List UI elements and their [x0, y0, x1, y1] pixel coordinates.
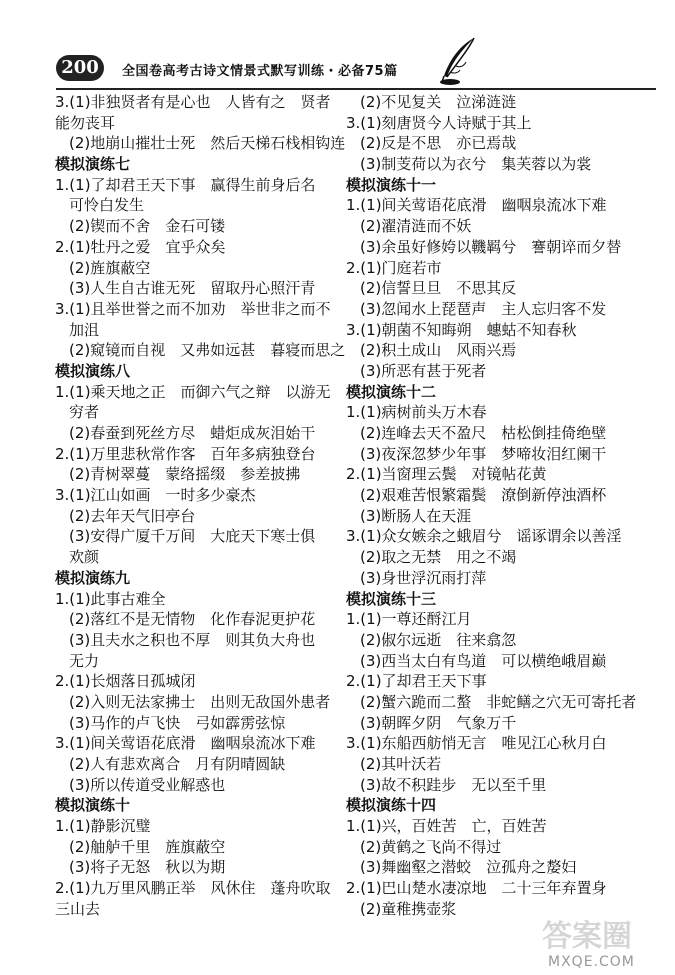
- answer-line: (3)安得广厦千万间 大庇天下寒士俱: [69, 527, 316, 546]
- answer-line: (3)马作的卢飞快 弓如霹雳弦惊: [69, 713, 286, 732]
- answer-line: (2)青树翠蔓 蒙络摇缀 参差披拂: [69, 465, 301, 484]
- answer-line: (2)落红不是无情物 化作春泥更护花: [69, 610, 316, 629]
- answer-line: (2)入则无法家拂士 出则无敌国外患者: [69, 692, 331, 711]
- answer-line: 2.(1)九万里风鹏正举 风休住 蓬舟吹取: [55, 879, 331, 898]
- answer-line: (3)且夫水之积也不厚 则其负大舟也: [69, 630, 316, 649]
- answer-line: (2)蟹六跪而二螯 非蛇鳝之穴无可寄托者: [360, 692, 637, 711]
- answer-line: (3)朝晖夕阴 气象万千: [360, 713, 517, 732]
- answer-line: 无力: [69, 651, 100, 670]
- answer-line: (3)将子无怒 秋以为期: [69, 858, 226, 877]
- page-number: 200: [56, 55, 104, 81]
- answer-line: (3)断肠人在天涯: [360, 506, 472, 525]
- answer-line: (3)所以传道受业解惑也: [69, 775, 226, 794]
- answer-line: 穷者: [69, 403, 100, 422]
- answer-line: (2)春蚕到死丝方尽 蜡炬成灰泪始干: [69, 424, 316, 442]
- watermark-url: MXQE.COM: [548, 954, 635, 970]
- answer-line: 3.(1)江山如画 一时多少豪杰: [55, 486, 256, 505]
- answer-line: (2)濯清涟而不妖: [360, 217, 472, 236]
- answer-line: (2)反是不思 亦已焉哉: [360, 134, 517, 153]
- answer-line: (3)西当太白有鸟道 可以横绝峨眉巅: [360, 651, 607, 670]
- header-divider: [56, 88, 656, 90]
- answer-line: (2)人有悲欢离合 月有阴晴圆缺: [69, 755, 286, 773]
- answer-line: (2)俶尔远逝 往来翕忽: [360, 630, 517, 649]
- answer-line: 3.(1)朝菌不知晦朔 蟪蛄不知春秋: [346, 320, 577, 339]
- answer-line: 2.(1)门庭若市: [346, 258, 442, 277]
- answer-line: (3)忽闻水上琵琶声 主人忘归客不发: [360, 299, 607, 318]
- answer-line: 3.(1)众女嫉余之蛾眉兮 谣诼谓余以善淫: [346, 527, 622, 546]
- section-heading: 模拟演练十三: [346, 589, 437, 608]
- answer-line: 1.(1)兴，百姓苦 亡，百姓苦: [346, 817, 547, 836]
- answer-line: (3)余虽好修姱以鞿羁兮 謇朝谇而夕替: [360, 237, 622, 256]
- answer-line: (2)舳舻千里 旌旗蔽空: [69, 837, 226, 856]
- section-heading: 模拟演练十: [55, 796, 131, 815]
- section-heading: 模拟演练十一: [346, 175, 437, 194]
- answer-line: (2)黄鹤之飞尚不得过: [360, 837, 502, 856]
- answer-line: 1.(1)乘天地之正 而御六气之辩 以游无: [55, 382, 331, 401]
- watermark-logo-text: 答案圈: [542, 919, 632, 954]
- answer-line: (2)窥镜而自视 又弗如远甚 暮寝而思之: [69, 341, 346, 360]
- answer-line: 1.(1)间关莺语花底滑 幽咽泉流冰下难: [346, 196, 607, 215]
- answer-line: (2)不见复关 泣涕涟涟: [360, 93, 517, 111]
- answer-line: 3.(1)刻唐贤今人诗赋于其上: [346, 113, 532, 132]
- section-heading: 模拟演练七: [55, 155, 131, 174]
- answer-line: 2.(1)巴山楚水凄凉地 二十三年弃置身: [346, 879, 607, 898]
- left-column: [55, 92, 360, 920]
- answer-line: 三山去: [55, 899, 101, 918]
- answer-line: (2)取之无禁 用之不竭: [360, 548, 517, 567]
- answer-line: (2)童稚携壶浆: [360, 899, 457, 918]
- answer-line: 可怜白发生: [69, 196, 145, 215]
- answer-line: 2.(1)了却君王天下事: [346, 672, 487, 691]
- header-title: 全国卷高考古诗文情景式默写训练・必备75篇: [122, 64, 398, 79]
- answer-line: 2.(1)牡丹之爱 宜乎众矣: [55, 237, 226, 256]
- answer-line: 1.(1)静影沉璧: [55, 817, 151, 836]
- answer-line: (2)积土成山 风雨兴焉: [360, 341, 517, 360]
- answer-line: 1.(1)了却君王天下事 赢得生前身后名: [55, 175, 316, 194]
- answer-line: 1.(1)一尊还酹江月: [346, 610, 472, 629]
- answer-line: (3)故不积跬步 无以至千里: [360, 775, 547, 794]
- quill-icon: [434, 36, 478, 86]
- answer-line: 1.(1)此事古难全: [55, 589, 166, 608]
- answer-line: (2)连峰去天不盈尺 枯松倒挂倚绝壁: [360, 424, 607, 442]
- answer-line: 3.(1)且举世誉之而不加劝 举世非之而不: [55, 299, 331, 318]
- watermark-logo: [538, 912, 658, 956]
- answer-line: (3)舞幽壑之潜蛟 泣孤舟之嫠妇: [360, 858, 577, 877]
- answer-line: 3.(1)非独贤者有是心也 人皆有之 贤者: [55, 93, 331, 111]
- answer-line: 能勿丧耳: [55, 113, 116, 132]
- answer-line: (3)人生自古谁无死 留取丹心照汗青: [69, 279, 316, 298]
- answer-line: 2.(1)万里悲秋常作客 百年多病独登台: [55, 444, 316, 463]
- answer-line: (3)制芰荷以为衣兮 集芙蓉以为裳: [360, 155, 592, 174]
- answer-line: 3.(1)间关莺语花底滑 幽咽泉流冰下难: [55, 734, 316, 753]
- answer-line: 2.(1)当窗理云鬓 对镜帖花黄: [346, 465, 547, 484]
- answer-line: (2)地崩山摧壮士死 然后天梯石栈相钩连: [69, 134, 346, 153]
- section-heading: 模拟演练十四: [346, 796, 437, 815]
- section-heading: 模拟演练十二: [346, 382, 437, 401]
- answer-line: 1.(1)病树前头万木春: [346, 403, 487, 422]
- answer-line: (2)艰难苦恨繁霜鬓 潦倒新停浊酒杯: [360, 486, 607, 505]
- answer-line: (3)身世浮沉雨打萍: [360, 568, 487, 587]
- section-heading: 模拟演练九: [55, 568, 131, 587]
- answer-line: (2)锲而不舍 金石可镂: [69, 217, 226, 236]
- answer-line: 欢颜: [69, 548, 100, 567]
- answer-line: (2)信誓旦旦 不思其反: [360, 279, 517, 298]
- answer-line: (2)去年天气旧亭台: [69, 506, 196, 525]
- answer-line: (2)旌旗蔽空: [69, 258, 151, 277]
- answer-line: 加沮: [69, 320, 100, 339]
- answer-line: (3)所恶有甚于死者: [360, 361, 487, 380]
- right-column: [346, 92, 651, 920]
- answer-line: 3.(1)东船西舫悄无言 唯见江心秋月白: [346, 734, 607, 753]
- answer-line: (3)夜深忽梦少年事 梦啼妆泪红阑干: [360, 444, 607, 463]
- section-heading: 模拟演练八: [55, 361, 131, 380]
- page-header: [36, 52, 656, 86]
- answer-line: (2)其叶沃若: [360, 755, 442, 773]
- answer-line: 2.(1)长烟落日孤城闭: [55, 672, 196, 691]
